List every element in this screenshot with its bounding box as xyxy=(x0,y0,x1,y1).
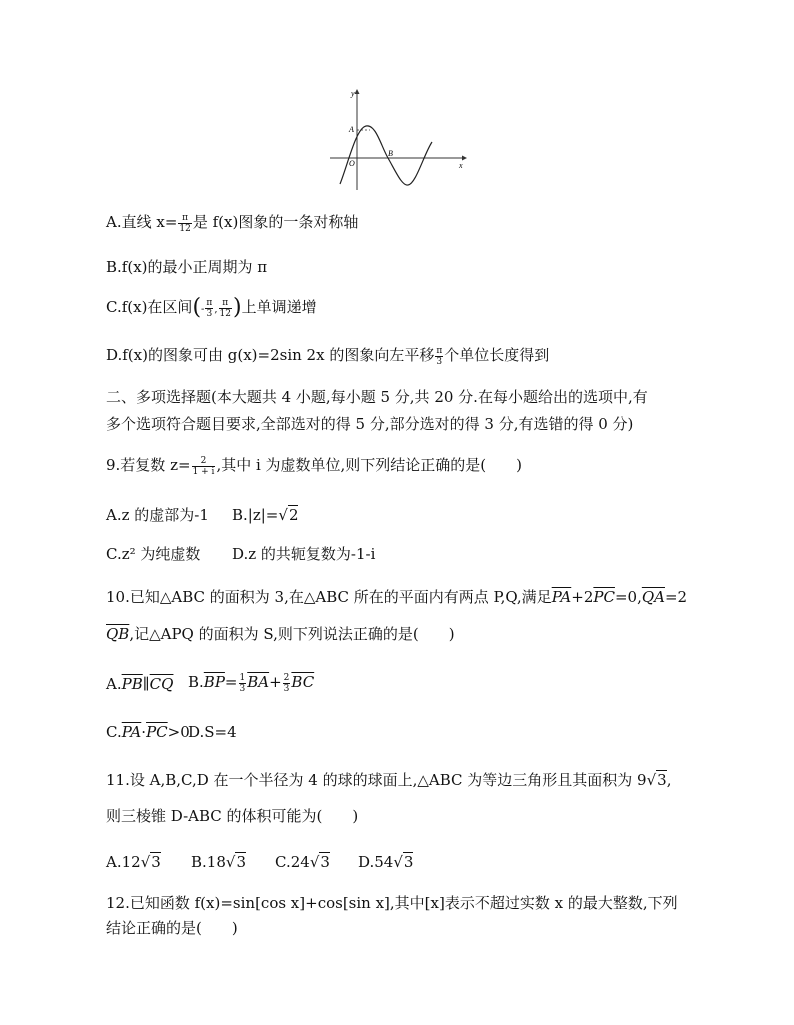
q10-line2-suffix: ,记△APQ 的面积为 S,则下列说法正确的是( ) xyxy=(129,625,455,643)
sqrt-value: 3 xyxy=(403,853,414,871)
q12-line2: 结论正确的是( ) xyxy=(106,919,238,937)
vector-bp: $\overline{BP}$ xyxy=(203,673,225,691)
q11-line2: 则三棱锥 D-ABC 的体积可能为( ) xyxy=(106,807,359,825)
label-o: O xyxy=(349,159,355,168)
q11-a: A.12√3 xyxy=(106,853,161,871)
vector-pa: $\overline{PA}$ xyxy=(121,723,142,741)
rparen: ) xyxy=(232,295,242,320)
frac-den: 3 xyxy=(283,683,290,694)
vector-qb: $\overline{QB}$ xyxy=(106,625,130,643)
vector-pc: $\overline{PC}$ xyxy=(146,723,168,741)
opt8-a-frac xyxy=(178,213,191,234)
q10-b xyxy=(188,672,314,694)
equals: = xyxy=(224,673,238,691)
vector-cq: $\overline{CQ}$ xyxy=(149,675,174,693)
opt-prefix: B.18 xyxy=(191,853,226,871)
frac-num: π xyxy=(436,345,443,356)
q10-b-frac2 xyxy=(283,673,291,694)
sqrt-value: 3 xyxy=(320,853,330,871)
label-x: x xyxy=(459,161,463,170)
opt8-a-suffix: 是 f(x)图象的一条对称轴 xyxy=(192,213,359,231)
vector-bc: $\overline{BC}$ xyxy=(291,673,315,691)
frac-num: π xyxy=(178,213,191,224)
plus: + xyxy=(269,673,282,691)
q9-a: A.z 的虚部为-1 xyxy=(106,506,209,524)
plus-two: +2 xyxy=(571,588,594,606)
q9-d: D.z 的共轭复数为-1-i xyxy=(232,545,376,563)
q9-c: C.z² 为纯虚数 xyxy=(106,545,201,563)
opt-prefix: B. xyxy=(188,673,204,691)
q9-prefix: 9.若复数 z= xyxy=(106,456,191,474)
frac-num: 2 xyxy=(192,456,216,467)
neg-sign: - xyxy=(201,304,205,315)
frac-num: 1 xyxy=(239,672,246,683)
sqrt-value: 2 xyxy=(288,506,299,524)
frac-num: 2 xyxy=(283,672,290,683)
q10-d: D.S=4 xyxy=(188,723,237,741)
section2-line1: 二、多项选择题(本大题共 4 小题,每小题 5 分,共 20 分.在每小题给出的选项中,有 xyxy=(106,388,648,406)
comma: , xyxy=(666,771,672,789)
vector-pa: $\overline{PA}$ xyxy=(551,588,572,606)
opt8-d-suffix: 个单位长度得到 xyxy=(444,346,550,364)
opt8-c-suffix: 上单调递增 xyxy=(241,298,317,316)
sine-graph xyxy=(326,86,472,192)
opt8-c-frac1 xyxy=(205,298,213,319)
opt-prefix: A.12 xyxy=(106,853,141,871)
q9-suffix: ,其中 i 为虚数单位,则下列结论正确的是( ) xyxy=(216,456,523,474)
opt8-c-frac2 xyxy=(219,298,232,319)
q9-b-prefix: B.|z|= xyxy=(232,506,279,524)
q9-frac xyxy=(192,456,216,477)
q11-line1: 11.设 A,B,C,D 在一个半径为 4 的球的球面上,△ABC 为等边三角形且其面积为 9√3, xyxy=(106,771,672,789)
parallel-symbol: ∥ xyxy=(142,675,150,693)
sqrt-value: 3 xyxy=(236,853,246,871)
vector-ba: $\overline{BA}$ xyxy=(247,673,270,691)
opt8-d-prefix: D.f(x)的图象可由 g(x)=2sin 2x 的图象向左平移 xyxy=(106,346,435,364)
opt8-d-frac xyxy=(435,346,443,367)
q11-line1-prefix: 11.设 A,B,C,D 在一个半径为 4 的球的球面上,△ABC 为等边三角形且其面积为 9 xyxy=(106,771,647,789)
vector-pc: $\overline{PC}$ xyxy=(593,588,615,606)
opt-prefix: A. xyxy=(106,675,122,693)
equals-zero: =0, xyxy=(614,588,642,606)
vector-qa: $\overline{QA}$ xyxy=(641,588,665,606)
opt8-a-prefix: A.直线 x= xyxy=(106,213,178,231)
x-axis-arrow xyxy=(462,156,467,161)
label-y: y xyxy=(351,89,355,98)
label-a: A xyxy=(349,125,354,134)
q10-line2 xyxy=(106,624,455,644)
frac-den: 3 xyxy=(239,683,246,694)
opt8-c xyxy=(106,297,317,320)
sqrt-value: 3 xyxy=(151,853,161,871)
q11-c: C.24√3 xyxy=(275,853,330,871)
q10-line1-prefix: 10.已知△ABC 的面积为 3,在△ABC 所在的平面内有两点 P,Q,满足 xyxy=(106,588,552,606)
q10-a xyxy=(106,674,173,694)
frac-den: 1 + i xyxy=(192,466,215,477)
lparen: ( xyxy=(192,295,202,320)
opt8-d xyxy=(106,345,549,367)
sqrt-value: 3 xyxy=(657,771,667,789)
q11-d: D.54√3 xyxy=(358,853,414,871)
vector-pb: $\overline{PB}$ xyxy=(121,675,143,693)
opt-prefix: C. xyxy=(106,723,122,741)
q10-c xyxy=(106,722,190,742)
sine-graph-svg xyxy=(326,86,472,192)
opt8-c-prefix: C.f(x)在区间 xyxy=(106,298,193,316)
q10-line1 xyxy=(106,587,687,607)
q11-b: B.18√3 xyxy=(191,853,246,871)
q9-stem xyxy=(106,455,522,477)
section2-line2: 多个选项符合题目要求,全部选对的得 5 分,部分选对的得 3 分,有选错的得 0 分) xyxy=(106,415,634,433)
y-axis-arrow xyxy=(355,89,360,94)
opt-prefix: C.24 xyxy=(275,853,310,871)
equals-two: =2 xyxy=(664,588,688,606)
frac-den: 12 xyxy=(219,308,231,319)
comma: , xyxy=(214,304,218,315)
frac-den: 3 xyxy=(436,356,443,367)
q12-line1: 12.已知函数 f(x)=sin[cos x]+cos[sin x],其中[x]表示不超过实数 x 的最大整数,下列 xyxy=(106,894,678,912)
dot: · xyxy=(141,723,147,741)
frac-den: 3 xyxy=(206,308,213,319)
frac-den: 12 xyxy=(179,223,191,234)
opt-prefix: D.54 xyxy=(358,853,394,871)
sine-curve xyxy=(340,126,432,185)
opt8-a xyxy=(106,212,358,234)
gt-zero: >0 xyxy=(167,723,190,741)
q10-b-frac1 xyxy=(239,673,247,694)
frac-num: π xyxy=(219,298,232,309)
label-b: B xyxy=(388,149,393,158)
frac-num: π xyxy=(206,297,213,308)
opt8-b: B.f(x)的最小正周期为 π xyxy=(106,258,268,276)
q9-b: B.|z|=√2 xyxy=(232,506,299,524)
